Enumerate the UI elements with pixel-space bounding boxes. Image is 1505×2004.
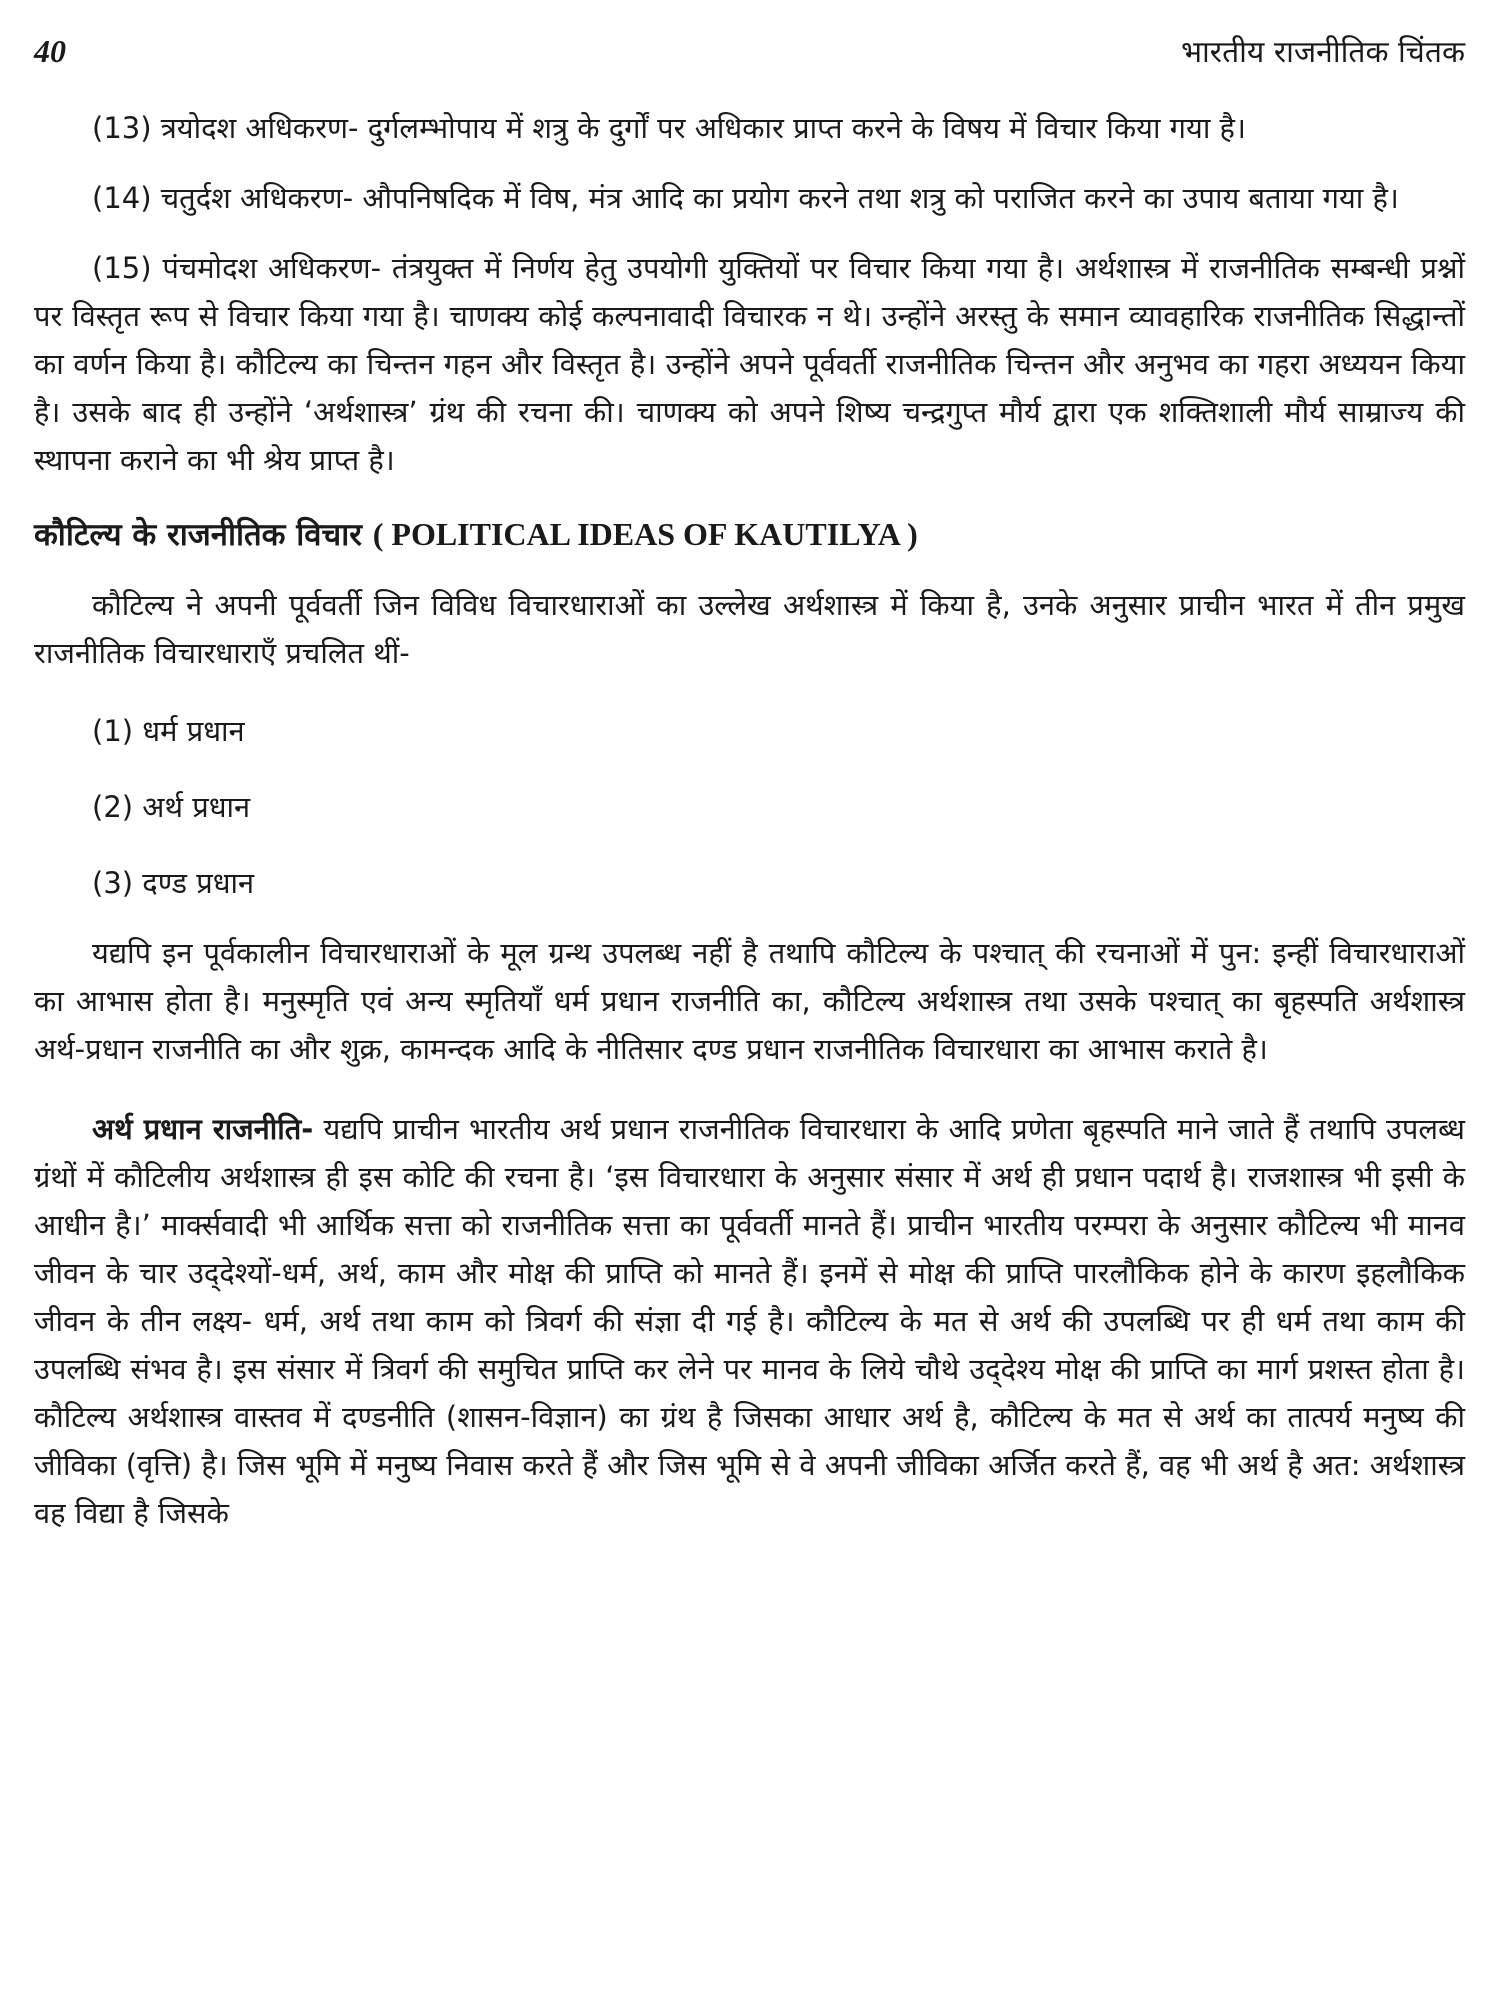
section-heading-hindi: कौटिल्य के राजनीतिक विचार — [34, 517, 362, 553]
section-intro: कौटिल्य ने अपनी पूर्ववर्ती जिन विविध विचारधाराओं का उल्लेख अर्थशास्त्र में किया है, उनके अनुसार प्राचीन भारत में तीन प्रमुख राजनीतिक विचारधाराएँ प्रचलित थीं- — [34, 588, 1465, 670]
paragraph-15: (15) पंचमोदश अधिकरण- तंत्रयुक्त में निर्णय हेतु उपयोगी युक्तियों पर विचार किया गया है। अर्थशास्त्र में राजनीतिक सम्बन्धी प्रश्नों पर विस्तृत रूप से विचार किया गया है। चाणक्य कोई कल्पनावादी विचारक न थे। उन्होंने अरस्तु के समान व्यावहारिक राजनीतिक सिद्धान्तों का वर्णन किया है। कौटिल्य का चिन्तन गहन और विस्तृत है। उन्होंने अपने पूर्ववर्ती राजनीतिक चिन्तन और अनुभव का गहरा अध्ययन किया है। उसके बाद ही उन्होंने ‘अर्थशास्त्र’ ग्रंथ की रचना की। चाणक्य को अपने शिष्य चन्द्रगुप्त मौर्य द्वारा एक शक्तिशाली मौर्य साम्राज्य की स्थापना कराने का भी श्रेय प्राप्त है। — [34, 251, 1465, 477]
section-heading — [34, 510, 1465, 559]
page-header — [34, 30, 1465, 88]
paragraph-13: (13) त्रयोदश अधिकरण- दुर्गलम्भोपाय में शत्रु के दुर्गों पर अधिकार प्राप्त करने के विषय में विचार किया गया है। — [92, 111, 1246, 145]
list-item: (2) अर्थ प्रधान — [92, 790, 251, 824]
list-item: (1) धर्म प्रधान — [92, 714, 245, 748]
paragraph-earlier-ideologies: यद्यपि इन पूर्वकालीन विचारधाराओं के मूल ग्रन्थ उपलब्ध नहीं है तथापि कौटिल्य के पश्चात् की रचनाओं में पुन: इन्हीं विचारधाराओं का आभास होता है। मनुस्मृति एवं अन्य स्मृतियाँ धर्म प्रधान राजनीति का, कौटिल्य अर्थशास्त्र तथा उसके पश्चात् का बृहस्पति अर्थशास्त्र अर्थ-प्रधान राजनीति का और शुक्र, कामन्दक आदि के नीतिसार दण्ड प्रधान राजनीतिक विचारधारा का आभास कराते है। — [34, 936, 1465, 1066]
paragraph-14: (14) चतुर्दश अधिकरण- औपनिषदिक में विष, मंत्र आदि का प्रयोग करने तथा शत्रु को पराजित करने का उपाय बताया गया है। — [92, 181, 1399, 215]
list-item: (3) दण्ड प्रधान — [92, 866, 255, 900]
section-heading-english: ( POLITICAL IDEAS OF KAUTILYA ) — [372, 516, 918, 552]
artha-pradhan-text: यद्यपि प्राचीन भारतीय अर्थ प्रधान राजनीतिक विचारधारा के आदि प्रणेता बृहस्पति माने जाते हैं तथापि उपलब्ध ग्रंथों में कौटिलीय अर्थशास्त्र ही इस कोटि की रचना है। ‘इस विचारधारा के अनुसार संसार में अर्थ ही प्रधान पदार्थ है। राजशास्त्र भी इसी के आधीन है।’ मार्क्सवादी भी आर्थिक सत्ता को राजनीतिक सत्ता का पूर्ववर्ती मानते हैं। प्राचीन भारतीय परम्परा के अनुसार कौटिल्य भी मानव जीवन के चार उद्‌देश्यों-धर्म, अर्थ, काम और मोक्ष की प्राप्ति को मानते हैं। इनमें से मोक्ष की प्राप्ति पारलौकिक होने के कारण इहलौकिक जीवन के तीन लक्ष्य- धर्म, अर्थ तथा काम को त्रिवर्ग की संज्ञा दी गई है। कौटिल्य के मत से अर्थ की उपलब्धि पर ही धर्म तथा काम की उपलब्धि संभव है। इस संसार में त्रिवर्ग की समुचित प्राप्ति कर लेने पर मानव के लिये चौथे उद्‌देश्य मोक्ष की प्राप्ति का मार्ग प्रशस्त होता है। कौटिल्य अर्थशास्त्र वास्तव में दण्डनीति (शासन-विज्ञान) का ग्रंथ है जिसका आधार अर्थ है, कौटिल्य के मत से अर्थ का तात्पर्य मनुष्य की जीविका (वृत्ति) है। जिस भूमि में मनुष्य निवास करते हैं और जिस भूमि से वे अपनी जीविका अर्जित करते हैं, वह भी अर्थ है अत: अर्थशास्त्र वह विद्या है जिसके — [34, 1112, 1465, 1530]
running-title: भारतीय राजनीतिक चिंतक — [1180, 35, 1465, 70]
artha-pradhan-lead: अर्थ प्रधान राजनीति- — [92, 1112, 314, 1146]
page-number: 40 — [34, 33, 66, 69]
paragraph-artha-pradhan — [34, 1105, 1465, 1537]
